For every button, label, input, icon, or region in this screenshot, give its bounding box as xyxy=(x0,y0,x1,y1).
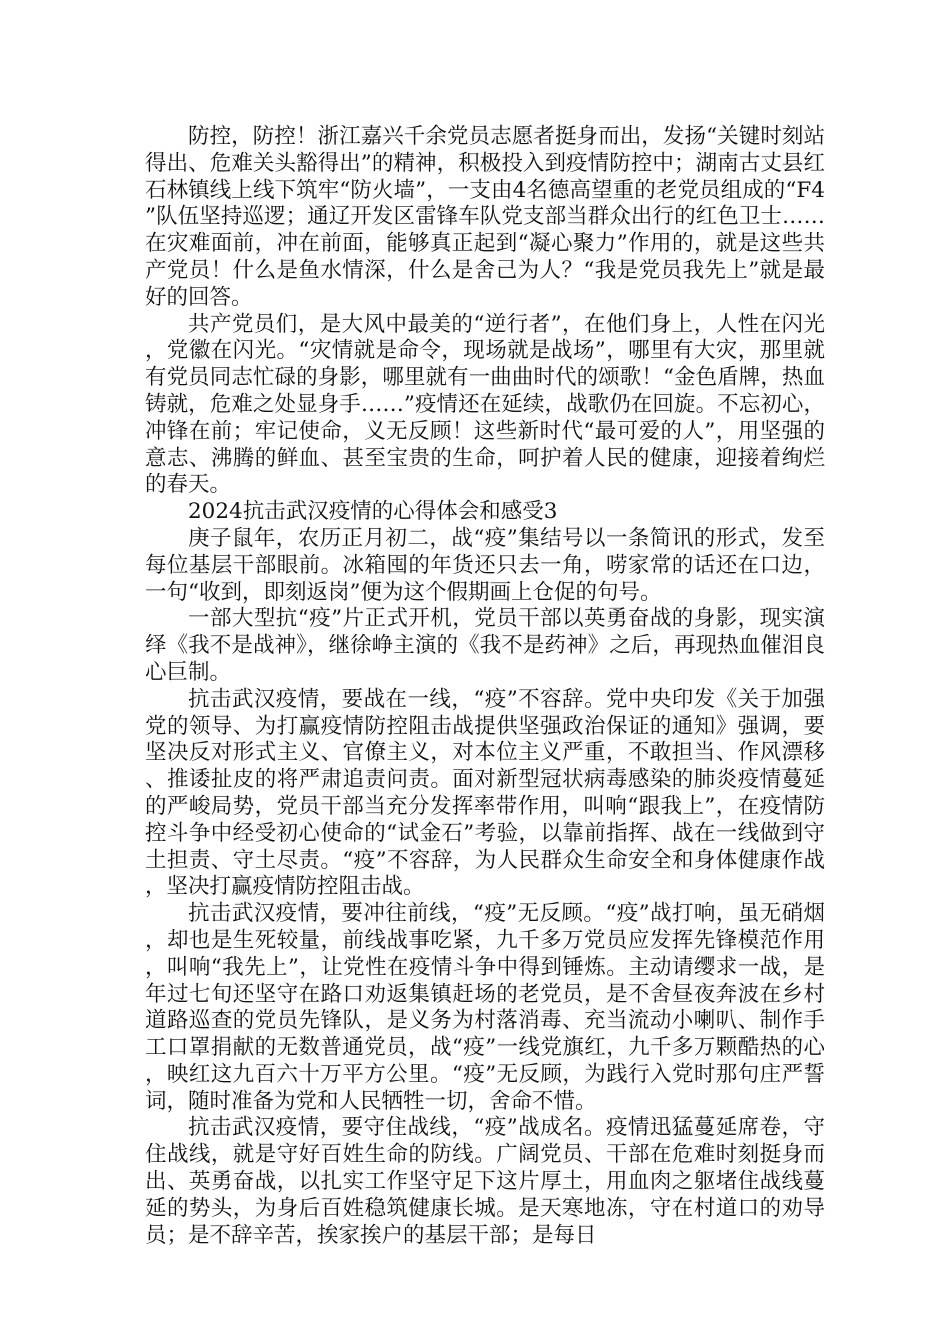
paragraph-2: 共产党员们，是大风中最美的“逆行者”，在他们身上，人性在闪光，党徽在闪光。“灾情就是命令，现场就是战场”，哪里有大灾，那里就有党员同志忙碌的身影，哪里就有一曲曲时代的颂歌！“金色盾牌，热血铸就，危难之处显身手……”疫情还在延续，战歌仍在回旋。不忘初心，冲锋在前；牢记使命，义无反顾！这些新时代“最可爱的人”，用坚强的意志、沸腾的鲜血、甚至宝贵的生命，呵护着人民的健康，迎接着绚烂的春天。 xyxy=(145,311,825,498)
paragraph-1: 防控，防控！浙江嘉兴千余党员志愿者挺身而出，发扬“关键时刻站得出、危难关头豁得出”的精神，积极投入到疫情防控中；湖南古丈县红石林镇线上线下筑牢“防火墙”，一支由4名德高望重的老党员组成的“F4”队伍坚持巡逻；通辽开发区雷锋车队党支部当群众出行的红色卫士……在灾难面前，冲在前面，能够真正起到“凝心聚力”作用的，就是这些共产党员！什么是鱼水情深，什么是舍己为人？“我是党员我先上”就是最好的回答。 xyxy=(145,124,825,310)
section-paragraph-3: 抗击武汉疫情，要战在一线，“疫”不容辞。党中央印发《关于加强党的领导、为打赢疫情防控阻击战提供坚强政治保证的通知》强调，要坚决反对形式主义、官僚主义，对本位主义严重，不敢担当、作风漂移、推诿扯皮的将严肃追责问责。面对新型冠状病毒感染的肺炎疫情蔓延的严峻局势，党员干部当充分发挥率带作用，叫响“跟我上”，在疫情防控斗争中经受初心使命的“试金石”考验，以靠前指挥、战在一线做到守土担责、守土尽责。“疫”不容辞，为人民群众生命安全和身体健康作战，坚决打赢疫情防控阻击战。 xyxy=(145,686,825,900)
section-paragraph-5: 抗击武汉疫情，要守住战线，“疫”战成名。疫情迅猛蔓延席卷，守住战线，就是守好百姓生命的防线。广阔党员、干部在危难时刻挺身而出、英勇奋战，以扎实工作坚守足下这片厚土，用血肉之躯堵住战线蔓延的势头，为身后百姓稳筑健康长城。是天寒地冻，守在村道口的劝导员；是不辞辛苦，挨家挨户的基层干部；是每日 xyxy=(145,1115,825,1248)
section-paragraph-1: 庚子鼠年，农历正月初二，战“疫”集结号以一条简讯的形式，发至每位基层干部眼前。冰箱囤的年货还只去一角，唠家常的话还在口边，一句“收到，即刻返岗”便为这个假期画上仓促的句号。 xyxy=(145,525,825,605)
section-paragraph-2: 一部大型抗“疫”片正式开机，党员干部以英勇奋战的身影，现实演绎《我不是战神》，继徐峥主演的《我不是药神》之后，再现热血催泪良心巨制。 xyxy=(145,606,825,685)
section-heading: 2024抗击武汉疫情的心得体会和感受3 xyxy=(188,499,558,525)
section-paragraph-4: 抗击武汉疫情，要冲往前线，“疫”无反顾。“疫”战打响，虽无硝烟，却也是生死较量，前线战事吃紧，九千多万党员应发挥先锋模范作用，叫响“我先上”，让党性在疫情斗争中得到锤炼。主动请缨求一战，是年过七旬还坚守在路口劝返集镇赶场的老党员，是不舍昼夜奔波在乡村道路巡查的党员先锋队，是义务为村落消毒、充当流动小喇叭、制作手工口罩捐献的无数普通党员，战“疫”一线党旗红，九千多万颗酷热的心，映红这九百六十万平方公里。“疫”无反顾，为践行入党时那句庄严誓词，随时准备为党和人民牺牲一切，舍命不惜。 xyxy=(145,901,825,1114)
document-page xyxy=(145,124,825,1249)
